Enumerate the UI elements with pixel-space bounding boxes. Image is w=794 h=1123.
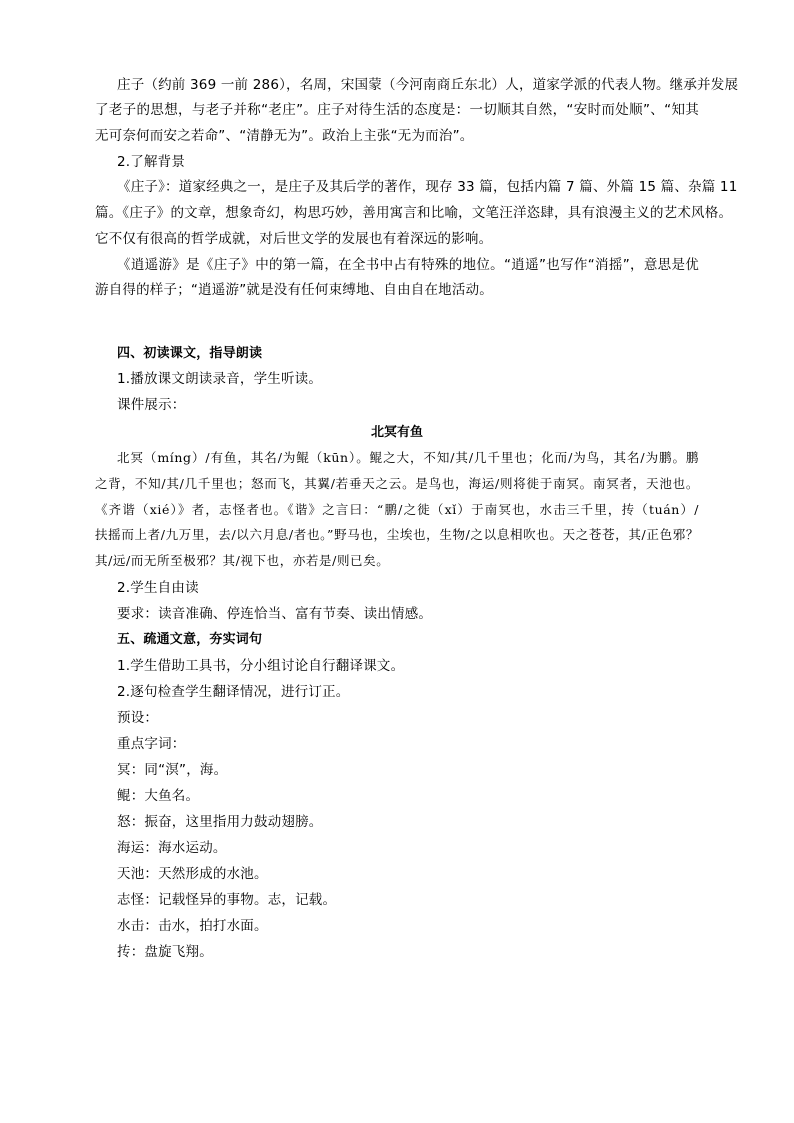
passage-line: 之背，不知/其/几千里也；怒而飞，其翼/若垂天之云。是鸟也，海运/则将徙于南冥。南冥者，天池也。	[95, 476, 699, 491]
passage-title: 北冥有鱼	[370, 425, 423, 440]
glossary-item: 冥：同“溟”，海。	[117, 762, 228, 778]
courseware-label: 课件展示：	[117, 397, 186, 413]
background-para2-line: 游自得的样子；“逍遥游”就是没有任何束缚地、自由自在地活动。	[95, 282, 493, 298]
intro-line: 无可奈何而安之若命”、“清静无为”。政治上主张“无为而治”。	[95, 128, 474, 144]
glossary-item: 天池：天然形成的水池。	[117, 866, 268, 882]
passage-line: 其/远/而无所至极邪？其/视下也，亦若是/则已矣。	[95, 553, 390, 568]
section4-heading: 四、初读课文，指导朗读	[117, 346, 263, 361]
section5-step2: 2.逐句检查学生翻译情况，进行订正。	[117, 684, 350, 700]
keywords-label: 重点字词：	[117, 736, 186, 752]
passage-line: 扶摇而上者/九万里，去/以六月息/者也。”野马也，尘埃也，生物/之以息相吹也。天之苍苍，其/正色邪？	[95, 527, 699, 542]
section4-step2: 2.学生自由读	[117, 580, 199, 596]
glossary-item: 鲲：大鱼名。	[117, 788, 200, 804]
background-para1-line: 篇。《庄子》的文章，想象奇幻，构思巧妙，善用寓言和比喻，文笔汪洋恣肆，具有浪漫主义的艺术风格。	[95, 205, 733, 221]
intro-line: 了老子的思想，与老子并称“老庄”。庄子对待生活的态度是：一切顺其自然，“安时而处顺”、“知其	[95, 102, 699, 118]
passage-line: 北冥（míng）/有鱼，其名/为鲲（kūn）。鲲之大，不知/其/几千里也；化而/为鸟，其名/为鹏。鹏	[117, 450, 699, 465]
section5-heading: 五、疏通文意，夯实词句	[117, 632, 263, 647]
section4-step1: 1.播放课文朗读录音，学生听读。	[117, 371, 323, 387]
glossary-item: 怒：振奋，这里指用力鼓动翅膀。	[117, 814, 323, 830]
background-para1-line: 《庄子》：道家经典之一，是庄子及其后学的著作，现存 33 篇，包括内篇 7 篇、外篇 15 篇、杂篇 11	[117, 179, 738, 195]
glossary-item: 水击：击水，拍打水面。	[117, 918, 268, 934]
glossary-item: 抟：盘旋飞翔。	[117, 944, 213, 960]
background-para2-line: 《逍遥游》是《庄子》中的第一篇，在全书中占有特殊的地位。“逍遥”也写作“消摇”，意思是优	[117, 257, 699, 273]
preset-label: 预设：	[117, 710, 159, 726]
background-heading: 2.了解背景	[117, 154, 186, 170]
reading-requirement: 要求：读音准确、停连恰当、富有节奏、读出情感。	[117, 606, 433, 622]
background-para1-line: 它不仅有很高的哲学成就，对后世文学的发展也有着深远的影响。	[95, 231, 493, 247]
passage-line: 《齐谐（xié）》者，志怪者也。《谐》之言曰：“鹏/之徙（xǐ）于南冥也，水击三千里，抟（tuán）/	[95, 502, 699, 517]
glossary-item: 志怪：记载怪异的事物。志，记载。	[117, 892, 337, 908]
section5-step1: 1.学生借助工具书，分小组讨论自行翻译课文。	[117, 658, 405, 674]
intro-line: 庄子（约前 369 一前 286），名周，宋国蒙（今河南商丘东北）人，道家学派的代表人物。继承并发展	[117, 77, 739, 93]
glossary-item: 海运：海水运动。	[117, 840, 227, 856]
